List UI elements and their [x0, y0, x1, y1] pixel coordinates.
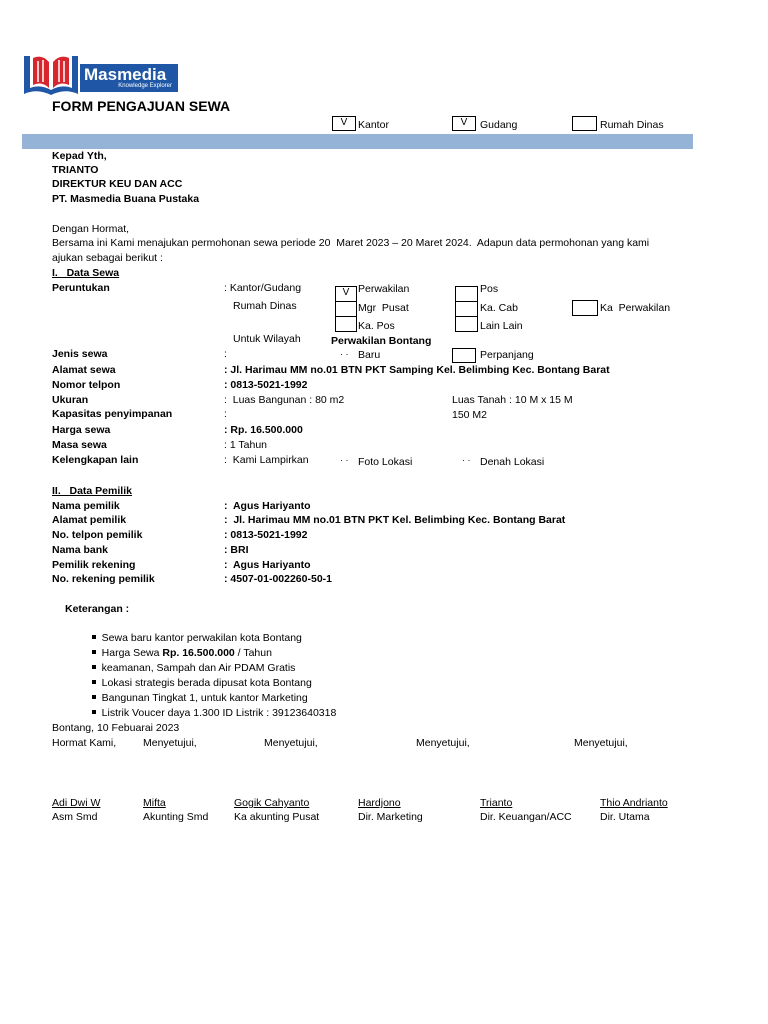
keterangan-item	[80, 692, 337, 719]
checkbox-kantor: V	[332, 116, 356, 131]
alamat-sewa-label: Alamat sewa	[52, 364, 116, 376]
keterangan-item-suffix: / Tahun	[234, 647, 272, 659]
keterangan-item-text: Harga Sewa	[101, 647, 163, 659]
section-data-sewa-heading: I. Data Sewa	[52, 267, 120, 279]
keterangan-item	[80, 632, 272, 659]
signatory-name: Gogik Cahyanto	[234, 797, 310, 809]
keterangan-item-text: Listrik Voucer daya 1.300 ID Listrik : 39123640318	[101, 707, 337, 719]
jenis-sewa-label: Jenis sewa	[52, 348, 108, 360]
peruntukan-label: Peruntukan	[52, 282, 110, 294]
nomor-telpon-label: Nomor telpon	[52, 379, 121, 391]
book-icon	[22, 50, 80, 96]
baru-mark: · ·	[340, 349, 349, 359]
pemilik-row-value: : Agus Hariyanto	[224, 559, 311, 571]
greeting-menyetujui: Menyetujui,	[143, 737, 197, 749]
checkbox-ka-cab	[455, 301, 478, 317]
foto-lokasi-mark: · ·	[340, 455, 349, 465]
signatory-name: Mifta	[143, 797, 166, 809]
checkbox-mgr-pusat	[335, 301, 357, 317]
label-mgr-pusat: Mgr Pusat	[358, 302, 409, 314]
logo-banner	[80, 64, 178, 92]
ukuran-label: Ukuran	[52, 394, 89, 406]
letter-intro-line2: ajukan sebagai berikut :	[52, 252, 163, 264]
alamat-sewa-value: : Jl. Harimau MM no.01 BTN PKT Samping Kel. Belimbing Kec. Bontang Barat	[224, 364, 610, 376]
recipient-title: DIREKTUR KEU DAN ACC	[52, 178, 183, 190]
luas-tanah: Luas Tanah : 10 M x 15 M	[452, 394, 573, 406]
jenis-sewa-colon: :	[224, 348, 227, 360]
harga-sewa-value: : Rp. 16.500.000	[224, 424, 303, 436]
label-perpanjang: Perpanjang	[480, 349, 534, 361]
checkbox-perpanjang	[452, 348, 476, 363]
place-date: Bontang, 10 Febuarai 2023	[52, 722, 180, 734]
label-lain-lain: Lain Lain	[480, 320, 523, 332]
denah-lokasi-mark: · ·	[462, 455, 471, 465]
ukuran-value: : Luas Bangunan : 80 m2	[224, 394, 345, 406]
pemilik-row-label: Pemilik rekening	[52, 559, 136, 571]
masa-sewa-value: : 1 Tahun	[224, 439, 268, 451]
checkbox-gudang: V	[452, 116, 476, 131]
signatory-name: Trianto	[480, 797, 513, 809]
pemilik-row-label: No. telpon pemilik	[52, 529, 143, 541]
keterangan-item	[80, 647, 296, 674]
label-foto-lokasi: Foto Lokasi	[358, 456, 413, 468]
header-band	[22, 134, 693, 149]
pemilik-row-value: : 4507-01-002260-50-1	[224, 573, 332, 585]
signatory-name: Adi Dwi W	[52, 797, 101, 809]
luas-tanah-line2: 150 M2	[452, 409, 488, 421]
label-rumah-dinas: Rumah Dinas	[600, 119, 664, 131]
keterangan-item-price: Rp. 16.500.000	[162, 647, 235, 659]
signatory-position: Ka akunting Pusat	[234, 811, 320, 823]
bullet-icon	[92, 710, 96, 714]
pemilik-row-value: : BRI	[224, 544, 249, 556]
keterangan-item-text: keamanan, Sampah dan Air PDAM Gratis	[101, 662, 296, 674]
checkbox-ka-perwakilan	[572, 300, 598, 316]
pemilik-row-value: : Jl. Harimau MM no.01 BTN PKT Kel. Belimbing Kec. Bontang Barat	[224, 514, 566, 526]
label-kantor: Kantor	[358, 119, 389, 131]
section-data-pemilik-heading: II. Data Pemilik	[52, 485, 132, 497]
keterangan-item	[80, 617, 302, 644]
nomor-telpon-value: : 0813-5021-1992	[224, 379, 308, 391]
label-ka-cab: Ka. Cab	[480, 302, 518, 314]
logo-name: Masmedia	[84, 65, 167, 84]
checkbox-pos	[455, 286, 478, 302]
pemilik-row-label: Alamat pemilik	[52, 514, 127, 526]
recipient-company: PT. Masmedia Buana Pustaka	[52, 193, 200, 205]
kapasitas-label: Kapasitas penyimpanan	[52, 408, 173, 420]
signatory-position: Dir. Marketing	[358, 811, 423, 823]
signatory-position: Akunting Smd	[143, 811, 209, 823]
masa-sewa-label: Masa sewa	[52, 439, 107, 451]
letter-intro-line1: Bersama ini Kami menajukan permohonan sewa periode 20 Maret 2023 – 20 Maret 2024. Adapun data permohonan yang kami	[52, 237, 650, 249]
untuk-wilayah-label: Untuk Wilayah	[233, 333, 301, 345]
kelengkapan-label: Kelengkapan lain	[52, 454, 139, 466]
recipient-name: TRIANTO	[52, 164, 99, 176]
keterangan-item	[80, 677, 308, 704]
checkbox-lain-lain	[455, 316, 478, 332]
letter-greeting: Dengan Hormat,	[52, 223, 130, 235]
form-title: FORM PENGAJUAN SEWA	[52, 98, 231, 114]
greeting-menyetujui: Menyetujui,	[574, 737, 628, 749]
keterangan-item-text: Bangunan Tingkat 1, untuk kantor Marketing	[101, 692, 308, 704]
logo-tagline: Knowledge Explorer	[118, 83, 172, 89]
keterangan-item-text: Sewa baru kantor perwakilan kota Bontang	[101, 632, 302, 644]
label-pos: Pos	[480, 283, 499, 295]
keterangan-heading: Keterangan :	[65, 603, 130, 615]
checkbox-perwakilan: V	[335, 286, 357, 302]
label-gudang: Gudang	[480, 119, 518, 131]
checkbox-rumah-dinas	[572, 116, 597, 131]
wilayah-value: Perwakilan Bontang	[331, 335, 432, 347]
keterangan-item-text: Lokasi strategis berada dipusat kota Bontang	[101, 677, 312, 689]
checkbox-ka-pos	[335, 316, 357, 332]
label-ka-perwakilan: Ka Perwakilan	[600, 302, 671, 314]
kelengkapan-value: : Kami Lampirkan	[224, 454, 309, 466]
greeting-menyetujui: Menyetujui,	[416, 737, 470, 749]
label-baru: Baru	[358, 349, 381, 361]
greeting-menyetujui: Menyetujui,	[264, 737, 318, 749]
signatory-position: Dir. Utama	[600, 811, 650, 823]
harga-sewa-label: Harga sewa	[52, 424, 111, 436]
signatory-position: Dir. Keuangan/ACC	[480, 811, 572, 823]
pemilik-row-label: No. rekening pemilik	[52, 573, 155, 585]
signatory-position: Asm Smd	[52, 811, 98, 823]
pemilik-row-label: Nama bank	[52, 544, 109, 556]
pemilik-row-label: Nama pemilik	[52, 500, 120, 512]
greeting-hormat-kami: Hormat Kami,	[52, 737, 117, 749]
pemilik-row-value: : Agus Hariyanto	[224, 500, 311, 512]
keterangan-item	[80, 662, 312, 689]
kapasitas-value: :	[224, 408, 227, 420]
label-ka-pos: Ka. Pos	[358, 320, 395, 332]
signatory-name: Thio Andrianto	[600, 797, 668, 809]
label-denah-lokasi: Denah Lokasi	[480, 456, 545, 468]
pemilik-row-value: : 0813-5021-1992	[224, 529, 308, 541]
signatory-name: Hardjono	[358, 797, 401, 809]
recipient-salutation: Kepad Yth,	[52, 150, 107, 162]
label-perwakilan: Perwakilan	[358, 283, 410, 295]
peruntukan-value: : Kantor/Gudang	[224, 282, 302, 294]
peruntukan-rumah-dinas: Rumah Dinas	[233, 300, 297, 312]
